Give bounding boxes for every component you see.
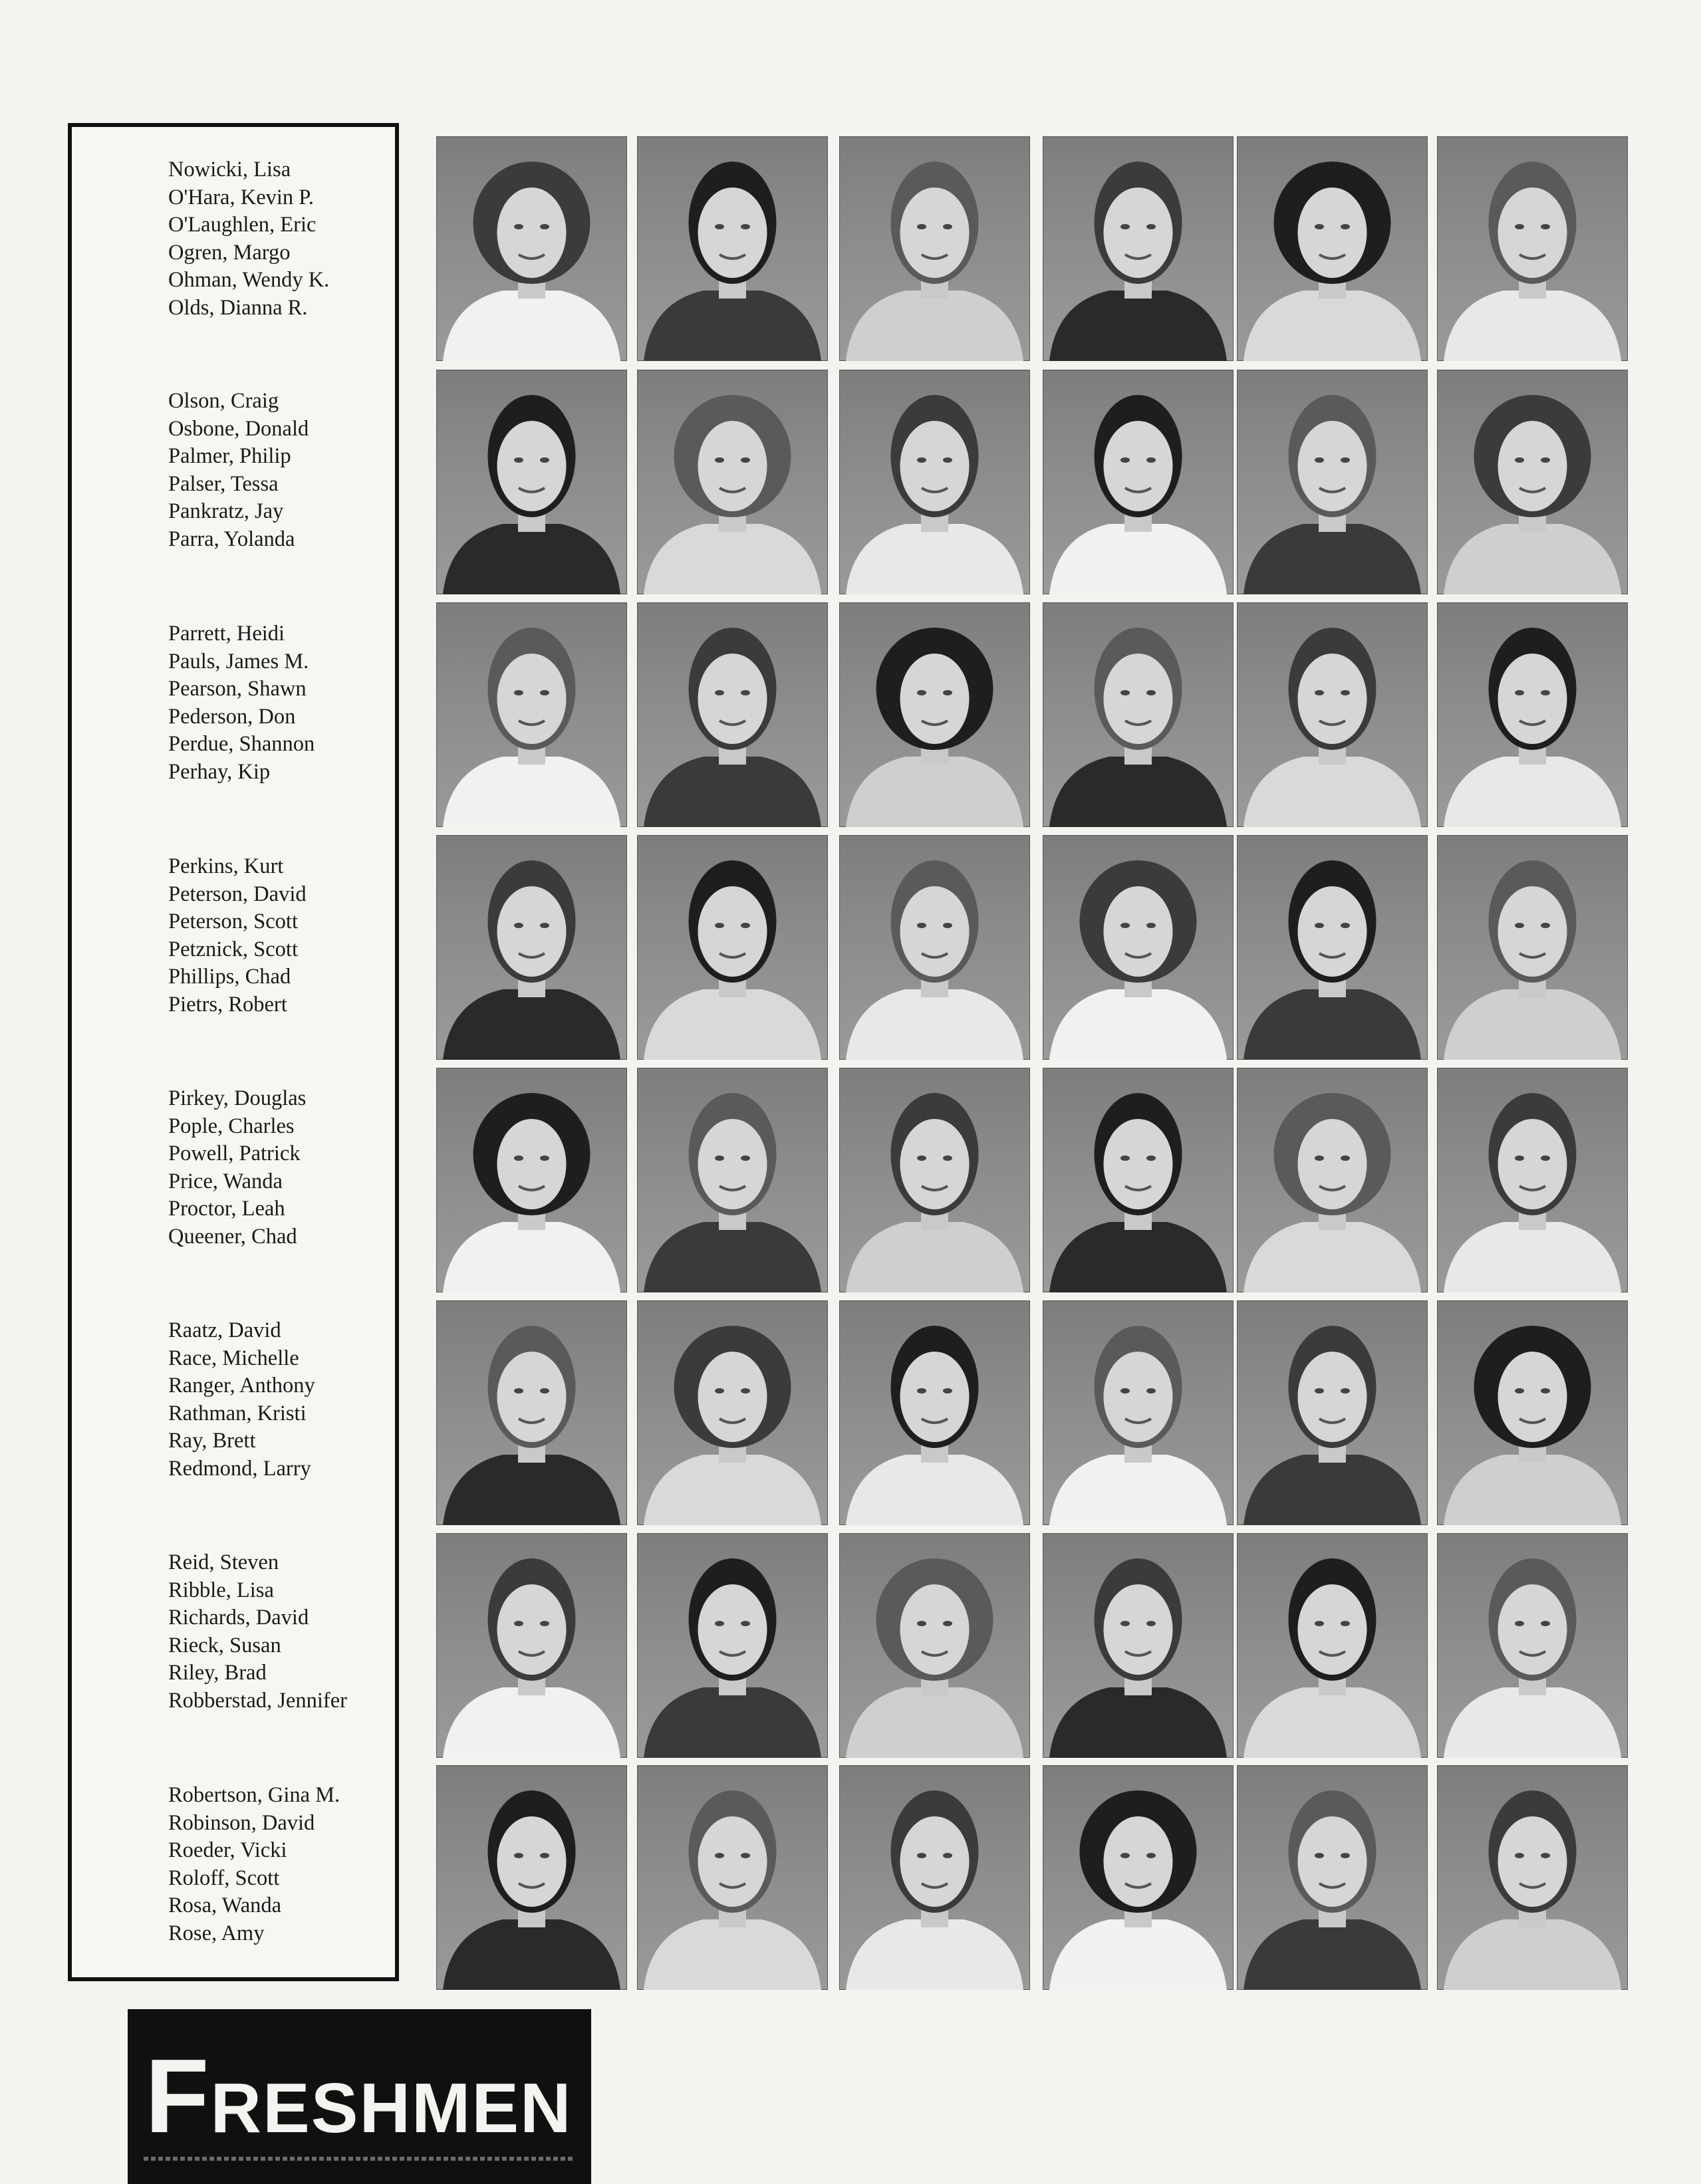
student-portrait	[436, 1300, 627, 1525]
name-group	[168, 156, 394, 322]
student-portrait	[839, 1300, 1030, 1525]
student-portrait	[436, 602, 627, 827]
student-portrait	[637, 835, 828, 1060]
student-name: Proctor, Leah	[168, 1197, 285, 1221]
student-name: Reid, Steven	[168, 1550, 279, 1574]
student-name: Pietrs, Robert	[168, 992, 287, 1017]
student-name: Ohman, Wendy K.	[168, 268, 330, 292]
name-group	[168, 853, 394, 1019]
banner-title	[145, 2038, 573, 2158]
student-portrait	[436, 370, 627, 594]
student-portrait	[1237, 1533, 1428, 1758]
student-portrait	[637, 1765, 828, 1990]
student-name: Pople, Charles	[168, 1114, 295, 1138]
names-panel	[68, 123, 399, 1981]
student-portrait	[1237, 602, 1428, 827]
student-name: Ranger, Anthony	[168, 1374, 315, 1397]
student-name: Pearson, Shawn	[168, 677, 307, 701]
student-portrait	[1437, 370, 1628, 594]
student-portrait	[1043, 1765, 1234, 1990]
name-group	[168, 1549, 394, 1715]
student-name: Race, Michelle	[168, 1346, 299, 1370]
banner-rule	[144, 2157, 575, 2161]
student-portrait	[839, 1533, 1030, 1758]
student-name: Osbone, Donald	[168, 416, 309, 441]
student-name: Robinson, David	[168, 1810, 315, 1835]
student-name: Peterson, David	[168, 882, 307, 906]
student-name: Ribble, Lisa	[168, 1578, 274, 1602]
student-portrait	[1437, 602, 1628, 827]
student-portrait	[1437, 1533, 1628, 1758]
student-name: Phillips, Chad	[168, 965, 291, 989]
student-portrait	[839, 602, 1030, 827]
student-name: Perhay, Kip	[168, 759, 271, 784]
student-name: Rosa, Wanda	[168, 1893, 282, 1917]
student-portrait	[1043, 835, 1234, 1060]
student-portrait	[1043, 1533, 1234, 1758]
student-portrait	[1437, 136, 1628, 361]
student-name: Richards, David	[168, 1606, 309, 1630]
student-portrait	[637, 1068, 828, 1292]
student-portrait	[1237, 1300, 1428, 1525]
student-name: Palser, Tessa	[168, 471, 279, 496]
freshmen-banner	[128, 2009, 591, 2184]
student-name: Powell, Patrick	[168, 1142, 301, 1165]
student-portrait	[1237, 835, 1428, 1060]
student-portrait	[436, 136, 627, 361]
student-name: Rieck, Susan	[168, 1633, 281, 1657]
name-group	[168, 1085, 394, 1251]
student-portrait	[1043, 370, 1234, 594]
student-portrait	[436, 1068, 627, 1292]
student-name: Rose, Amy	[168, 1921, 265, 1945]
student-portrait	[1437, 1300, 1628, 1525]
student-portrait	[637, 370, 828, 594]
student-name: Petznick, Scott	[168, 937, 298, 961]
student-name: Peterson, Scott	[168, 910, 298, 933]
student-name: Roeder, Vicki	[168, 1838, 287, 1862]
student-name: Redmond, Larry	[168, 1456, 311, 1481]
student-portrait	[839, 1068, 1030, 1292]
student-name: Queener, Chad	[168, 1224, 297, 1249]
student-name: Rathman, Kristi	[168, 1401, 307, 1425]
student-portrait	[1043, 1068, 1234, 1292]
student-portrait	[1437, 1765, 1628, 1990]
student-portrait	[839, 370, 1030, 594]
student-portrait	[436, 835, 627, 1060]
student-name: Parrett, Heidi	[168, 622, 285, 646]
student-portrait	[436, 1533, 627, 1758]
student-name: Pederson, Don	[168, 704, 296, 729]
student-name: Pirkey, Douglas	[168, 1086, 307, 1110]
student-name: Pankratz, Jay	[168, 499, 284, 523]
student-name: Price, Wanda	[168, 1169, 283, 1193]
student-name: Pauls, James M.	[168, 649, 309, 673]
student-portrait	[637, 602, 828, 827]
name-group	[168, 1317, 394, 1483]
student-portrait	[637, 1300, 828, 1525]
student-name: O'Laughlen, Eric	[168, 213, 317, 237]
student-portrait	[436, 1765, 627, 1990]
student-name: Ray, Brett	[168, 1429, 256, 1453]
student-portrait	[637, 1533, 828, 1758]
student-name: Ogren, Margo	[168, 240, 291, 265]
student-portrait	[839, 136, 1030, 361]
student-name: Perdue, Shannon	[168, 732, 315, 756]
student-name: Nowicki, Lisa	[168, 158, 291, 182]
student-portrait	[1237, 136, 1428, 361]
banner-rest-letters: RESHMEN	[210, 2069, 573, 2147]
student-name: O'Hara, Kevin P.	[168, 185, 314, 209]
student-name: Olson, Craig	[168, 389, 279, 413]
student-name: Roloff, Scott	[168, 1866, 280, 1890]
student-name: Olds, Dianna R.	[168, 295, 308, 320]
student-portrait	[839, 1765, 1030, 1990]
student-name: Riley, Brad	[168, 1661, 267, 1685]
student-portrait	[1043, 1300, 1234, 1525]
banner-first-letter: F	[145, 2038, 211, 2155]
student-portrait	[1437, 1068, 1628, 1292]
student-name: Perkins, Kurt	[168, 854, 284, 878]
student-name: Palmer, Philip	[168, 444, 291, 468]
student-portrait	[1437, 835, 1628, 1060]
student-portrait	[839, 835, 1030, 1060]
student-portrait	[1043, 602, 1234, 827]
student-portrait	[637, 136, 828, 361]
student-portrait	[1043, 136, 1234, 361]
name-group	[168, 388, 394, 553]
student-portrait	[1237, 1765, 1428, 1990]
name-group	[168, 1782, 394, 1947]
student-name: Robertson, Gina M.	[168, 1783, 340, 1807]
name-group	[168, 620, 394, 786]
student-name: Robberstad, Jennifer	[168, 1688, 347, 1713]
student-portrait	[1237, 1068, 1428, 1292]
student-portrait	[1237, 370, 1428, 594]
student-name: Raatz, David	[168, 1318, 281, 1342]
student-name: Parra, Yolanda	[168, 527, 295, 551]
